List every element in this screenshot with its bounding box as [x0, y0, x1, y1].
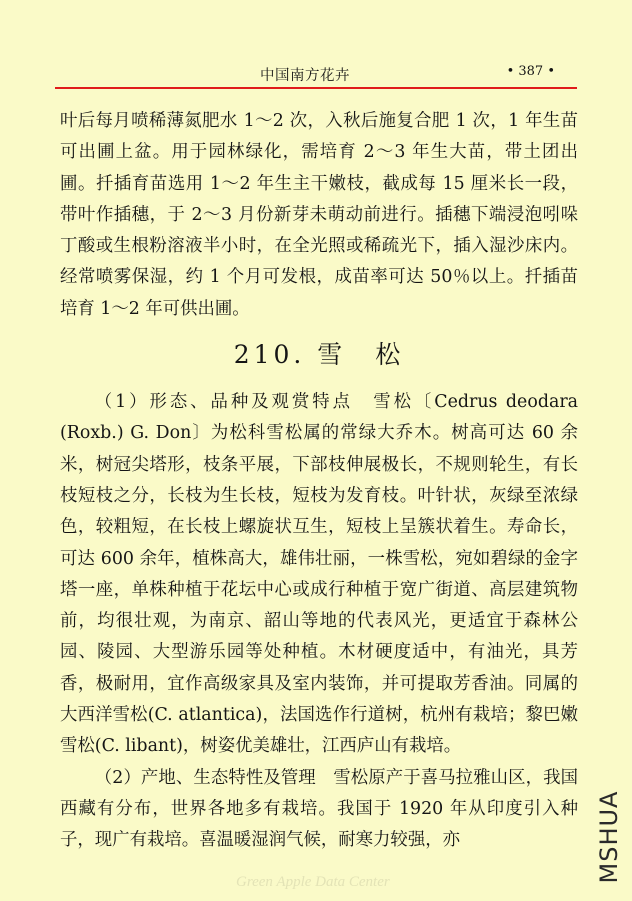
- running-header: [55, 62, 577, 86]
- paragraph-origin: （2）产地、生态特性及管理 雪松原产于喜马拉雅山区，我国西藏有分布，世界各地多有栽培。我国于 1920 年从印度引入种子，现广有栽培。喜温暖湿润气候，耐寒力较强，亦: [60, 767, 578, 851]
- paragraph-morphology: （1）形态、品种及观赏特点 雪松〔Cedrus deodara (Roxb.) G. Don〕为松科雪松属的常绿大乔木。树高可达 60 余米，树冠尖塔形，枝条平展，下部枝伸展极长，不规则轮生，有长枝短枝之分，长枝为生长枝，短枝为发育枝。叶针状，灰绿至浓绿色，较粗短，在长枝上螺旋状互生，短枝上呈簇状着生。寿命长，可达 600 余年，植株高大，雄伟壮丽，一株雪松，宛如碧绿的金字塔一座，单株种植于花坛中心或成行种植于宽广街道、高层建筑物前，均很壮观，为南京、韶山等地的代表风光，更适宜于森林公园、陵园、大型游乐园等处种植。木材硬度适中，有油光，具芳香，极耐用，宜作高级家具及室内装饰，并可提取芳香油。同属的大西洋雪松(C. atlantica)，法国选作行道树，杭州有栽培；黎巴嫩雪松(C. libant)，树姿优美雄壮，江西庐山有栽培。: [60, 392, 578, 757]
- side-mark-text: MSHUA: [595, 790, 623, 884]
- side-mark: [594, 787, 624, 887]
- header-title: 中国南方花卉: [260, 68, 350, 84]
- page-body: [60, 106, 578, 857]
- section-title: 210. 雪 松: [233, 340, 405, 370]
- watermark: Green Apple Data Center: [236, 874, 390, 890]
- paragraph-continued: 叶后每月喷稀薄氮肥水 1～2 次，入秋后施复合肥 1 次，1 年生苗可出圃上盆。用于园林绿化，需培育 2～3 年生大苗，带土团出圃。扦插育苗选用 1～2 年生主干嫩枝，截成每 15 厘米长一段，带叶作插穗，于 2～3 月份新芽未萌动前进行。插穗下端浸泡吲哚丁酸或生根粉溶液半小时，在全光照或稀疏光下，插入湿沙床内。经常喷雾保湿，约 1 个月可发根，成苗率可达 50％以上。扦插苗培育 1～2 年可供出圃。: [60, 111, 578, 319]
- page-number: • 387 •: [506, 64, 555, 79]
- header-rule: [55, 87, 577, 89]
